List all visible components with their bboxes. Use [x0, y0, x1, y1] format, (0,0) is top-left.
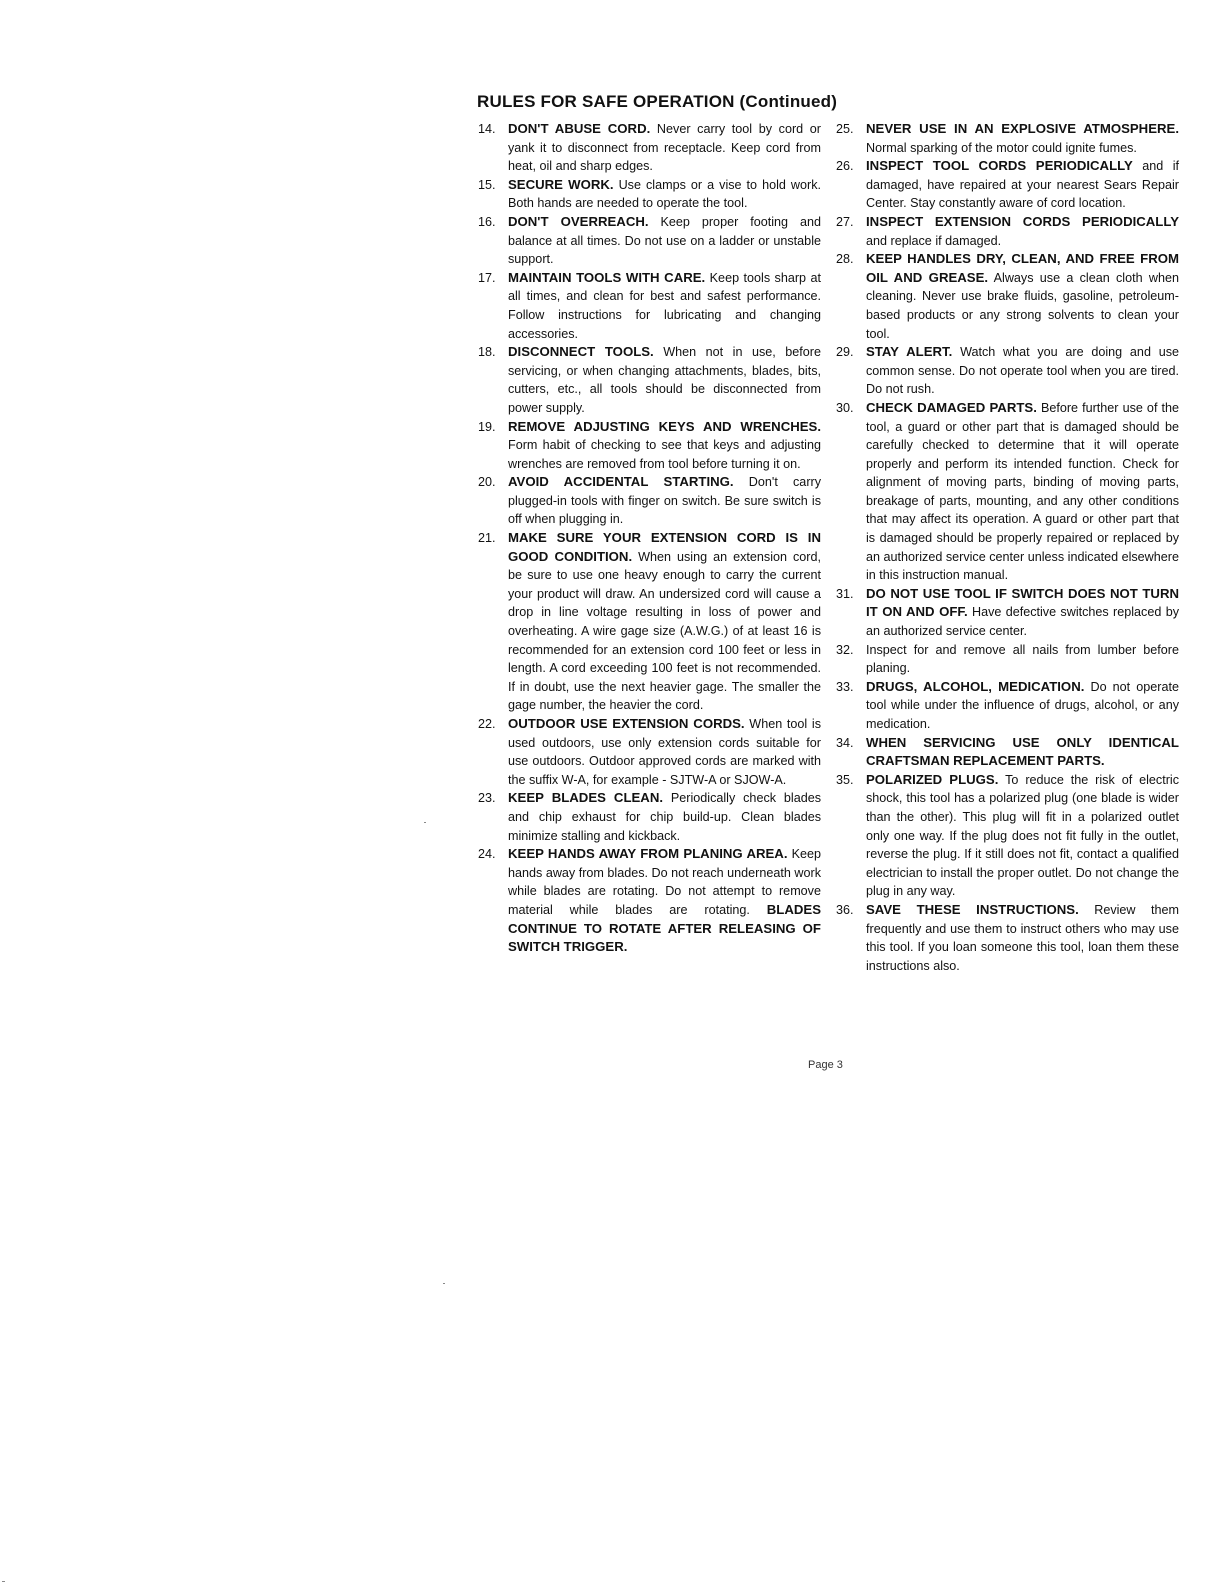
rule-item [478, 120, 821, 176]
rule-title: DON'T OVERREACH. [508, 213, 649, 229]
rule-text: To reduce the risk of electric shock, this tool has a polarized plug (one blade is wider than the other). This plug will fit in a polarized outlet only one way. If the plug does not fit fully in the outlet, reverse the plug. If it still does not fit, contact a qualified electrician to install the proper outlet. Do not change the plug in any way. [866, 772, 1180, 899]
rule-text: Normal sparking of the motor could ignite fumes. [866, 140, 1137, 155]
rule-number: 23. [478, 791, 496, 806]
rule-number: 34. [836, 735, 854, 750]
rule-text: Form habit of checking to see that keys and adjusting wrenches are removed from tool before turning it on. [508, 438, 821, 471]
rule-title: DISCONNECT TOOLS. [508, 344, 654, 360]
rule-number: 28. [836, 252, 854, 267]
rule-text: Keep hands away from blades. Do not reach underneath work while blades are rotating. Do not attempt to remove material while blades are rotating. [508, 847, 821, 917]
rule-number: 30. [836, 400, 854, 415]
right-column [836, 120, 1179, 975]
rule-item [478, 473, 821, 529]
rule-number: 32. [836, 642, 854, 657]
rule-item [478, 418, 821, 474]
rule-item [478, 343, 821, 417]
rule-title: STAY ALERT. [866, 344, 953, 360]
rule-title: INSPECT TOOL CORDS PERIODICALLY [866, 158, 1133, 174]
rule-title: SECURE WORK. [508, 176, 614, 192]
rule-number: 22. [478, 717, 496, 731]
rule-number: 21. [478, 531, 496, 546]
rule-text: Keep proper footing and balance at all times. Do not use on a ladder or unstable support. [508, 214, 821, 267]
rule-text: and replace if damaged. [866, 233, 1002, 248]
scan-speck [2, 1581, 5, 1582]
rule-number: 20. [478, 475, 496, 490]
rule-text: Keep tools sharp at all times, and clean for best and safest performance. Follow instructions for lubricating and changing accessories. [508, 270, 822, 341]
rule-title: KEEP HANDS AWAY FROM PLANING AREA. [508, 846, 788, 862]
rule-item [836, 399, 1179, 585]
rule-title: DON'T ABUSE CORD. [508, 121, 651, 136]
rule-title: WHEN SERVICING USE ONLY IDENTICAL CRAFTSMAN REPLACEMENT PARTS. [866, 734, 1179, 769]
rule-text: Inspect for and remove all nails from lumber before planing. [866, 642, 1179, 676]
rule-text: Review them frequently and use them to instruct others who may use this tool. If you loan someone this tool, loan them these instructions also. [866, 902, 1179, 973]
rule-text: Periodically check blades and chip exhaust for chip build-up. Clean blades minimize stalling and kickback. [508, 791, 822, 843]
rule-number: 19. [478, 419, 496, 434]
rule-item [836, 250, 1179, 343]
rule-title: OUTDOOR USE EXTENSION CORDS. [508, 716, 745, 731]
rule-item [836, 678, 1179, 734]
rule-item [836, 901, 1179, 975]
rule-text: and if damaged, have repaired at your nearest Sears Repair Center. Stay constantly aware of cord location. [866, 159, 1179, 211]
rule-text: Watch what you are doing and use common sense. Do not operate tool when you are tired. Do not rush. [866, 345, 1179, 397]
rule-text: Always use a clean cloth when cleaning. Never use brake fluids, gasoline, petroleum-based products or any strong solvents to clean your tool. [866, 270, 1179, 341]
rules-list-right [836, 120, 1179, 975]
rule-title: MAKE SURE YOUR EXTENSION CORD IS IN GOOD CONDITION. [508, 530, 821, 564]
rule-text: Have defective switches replaced by an authorized service center. [866, 605, 1179, 639]
rule-title: AVOID ACCIDENTAL STARTING. [508, 474, 734, 490]
rule-number: 16. [478, 214, 496, 229]
rule-item [478, 213, 821, 269]
rule-item [478, 845, 821, 957]
section-heading: RULES FOR SAFE OPERATION (Continued) [477, 92, 838, 111]
rule-number: 14. [478, 122, 496, 136]
rule-number: 15. [478, 177, 496, 192]
rule-number: 25. [836, 122, 854, 136]
rule-item [836, 343, 1179, 399]
rule-title: MAINTAIN TOOLS WITH CARE. [508, 269, 706, 285]
scan-speck [424, 822, 426, 823]
rule-item [836, 157, 1179, 213]
rule-item [836, 120, 1179, 157]
rule-number: 29. [836, 345, 854, 360]
rule-item [478, 715, 821, 789]
rule-item [836, 734, 1179, 771]
rule-number: 33. [836, 679, 854, 694]
rule-title: CHECK DAMAGED PARTS. [866, 399, 1037, 415]
rule-item [836, 213, 1179, 250]
rule-item [478, 789, 821, 845]
rule-number: 24. [478, 847, 496, 862]
rule-text: Use clamps or a vise to hold work. Both hands are needed to operate the tool. [508, 177, 821, 211]
rule-number: 35. [836, 772, 854, 787]
rule-text: When using an extension cord, be sure to use one heavy enough to carry the current your product will draw. An undersized cord will cause a drop in line voltage resulting in loss of power and overheating. A wire gage size (A.W.G.) of at least 16 is recommended for an extension cord 100 feet or less in length. A cord exceeding 100 feet is not recommended. If in doubt, use the next heavier gage. The smaller the gage number, the heavier the cord. [508, 549, 822, 713]
rule-title: DRUGS, ALCOHOL, MEDICATION. [866, 678, 1085, 694]
rule-text: When tool is used outdoors, use only extension cords suitable for use outdoors. Outdoor approved cords are marked with the suffix W-A, for example - SJTW-A or SJOW-A. [508, 717, 821, 787]
page-number: Page 3 [808, 1059, 843, 1071]
rule-number: 18. [478, 345, 496, 360]
rule-title: KEEP BLADES CLEAN. [508, 790, 664, 806]
rule-text: Do not operate tool while under the influence of drugs, alcohol, or any medication. [866, 679, 1179, 731]
rule-text: When not in use, before servicing, or when changing attachments, blades, bits, cutters, etc., all tools should be disconnected from power supply. [508, 345, 821, 415]
scan-speck [443, 1283, 445, 1284]
rule-number: 36. [836, 902, 854, 917]
rule-number: 31. [836, 586, 854, 601]
rule-item [478, 176, 821, 213]
rule-text: Never carry tool by cord or yank it to disconnect from receptacle. Keep cord from heat, oil and sharp edges. [508, 122, 821, 174]
rule-item [836, 641, 1179, 678]
rule-text: Before further use of the tool, a guard or other part that is damaged should be carefully checked to determine that it will operate properly and perform its intended function. Check for alignment of moving parts, binding of moving parts, breakage of parts, mounting, and any other conditions that may affect its operation. A guard or other part that is damaged should be properly repaired or replaced by an authorized service center unless indicated elsewhere in this instruction manual. [866, 400, 1180, 583]
rule-item [836, 771, 1179, 901]
rule-title: POLARIZED PLUGS. [866, 771, 999, 787]
rule-number: 27. [836, 214, 854, 229]
rule-item [478, 269, 821, 343]
left-column [478, 120, 821, 957]
rule-text: Don't carry plugged-in tools with finger on switch. Be sure switch is off when plugging in. [508, 475, 821, 527]
rule-number: 26. [836, 159, 854, 174]
rule-item [478, 529, 821, 715]
rule-title: SAVE THESE INSTRUCTIONS. [866, 901, 1079, 917]
rule-title: REMOVE ADJUSTING KEYS AND WRENCHES. [508, 418, 821, 434]
rule-warning: BLADES CONTINUE TO ROTATE AFTER RELEASING OF SWITCH TRIGGER. [508, 901, 821, 955]
rule-item [836, 585, 1179, 641]
rule-title: NEVER USE IN AN EXPLOSIVE ATMOSPHERE. [866, 121, 1179, 136]
rule-title: KEEP HANDLES DRY, CLEAN, AND FREE FROM OIL AND GREASE. [866, 251, 1179, 285]
rule-title: INSPECT EXTENSION CORDS PERIODICALLY [866, 213, 1179, 229]
rules-list-left [478, 120, 821, 957]
rule-title: DO NOT USE TOOL IF SWITCH DOES NOT TURN IT ON AND OFF. [866, 585, 1179, 620]
rule-number: 17. [478, 270, 496, 285]
